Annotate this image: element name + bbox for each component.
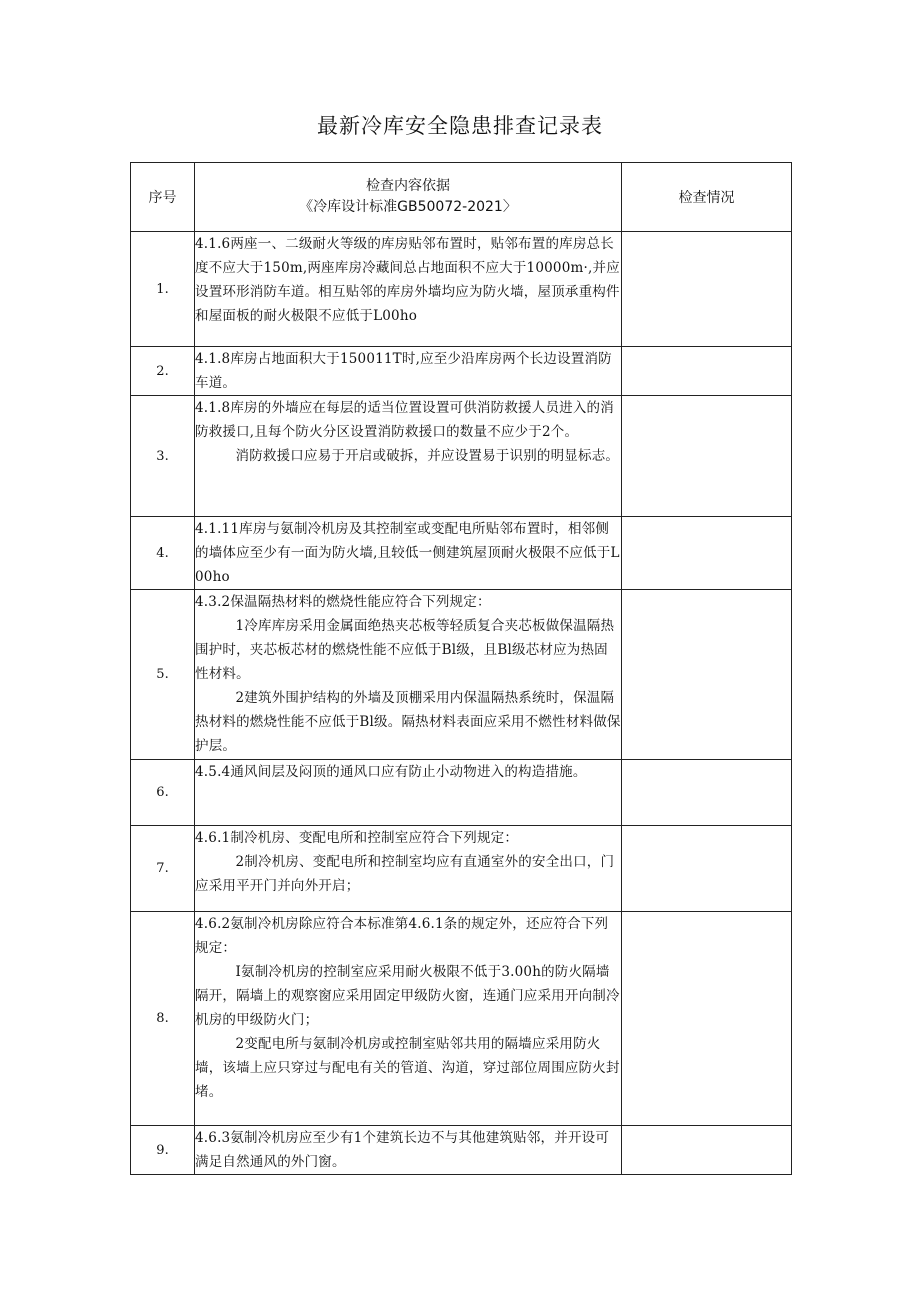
content-paragraph: 4.1.6两座一、二级耐火等级的库房贴邻布置时，贴邻布置的库房总长度不应大于150m,两座库房冷藏间总占地面积不应大于10000m·,并应设置环形消防车道。相互贴邻的库房外墙均应为防火墙，屋顶承重构件和屋面板的耐火极限不应低于L00ho	[195, 236, 620, 324]
content-paragraph: 2制冷机房、变配电所和控制室均应有直通室外的安全出口，门应采用平开门并向外开启；	[195, 854, 615, 894]
table-row	[131, 232, 792, 347]
header-no: 序号	[131, 163, 195, 232]
content-paragraph: 4.1.8库房占地面积大于150011T时,应至少沿库房两个长边设置消防车道。	[195, 351, 612, 391]
content-paragraph: 消防救援口应易于开启或破拆，并应设置易于识别的明显标志。	[235, 448, 620, 464]
header-content-line1: 检查内容依据	[366, 178, 450, 194]
table-row	[131, 347, 792, 396]
page-title: 最新冷库安全隐患排查记录表	[317, 114, 603, 138]
row-number: 5.	[131, 590, 195, 760]
row-number: 9.	[131, 1126, 195, 1175]
row-status[interactable]	[622, 232, 792, 347]
content-paragraph: 1冷库库房采用金属面绝热夹芯板等轻质复合夹芯板做保温隔热围护时，夹芯板芯材的燃烧性能不应低于Bl级，且Bl级芯材应为热固性材料。	[195, 618, 615, 682]
row-status[interactable]	[622, 912, 792, 1126]
row-status[interactable]	[622, 396, 792, 517]
row-status[interactable]	[622, 347, 792, 396]
row-content	[195, 396, 622, 517]
row-content	[195, 760, 622, 826]
row-status[interactable]	[622, 590, 792, 760]
row-number: 7.	[131, 826, 195, 912]
content-paragraph: 4.6.1制冷机房、变配电所和控制室应符合下列规定：	[195, 830, 519, 846]
row-content	[195, 1126, 622, 1175]
row-status[interactable]	[622, 826, 792, 912]
content-paragraph: 4.5.4通风间层及闷顶的通风口应有防止小动物进入的构造措施。	[195, 764, 587, 780]
row-status[interactable]	[622, 760, 792, 826]
row-content	[195, 347, 622, 396]
table-row	[131, 517, 792, 590]
content-paragraph: 4.1.8库房的外墙应在每层的适当位置设置可供消防救援人员进入的消防救援口,且每个防火分区设置消防救援口的数量不应少于2个。	[195, 400, 614, 440]
content-paragraph: 2变配电所与氨制冷机房或控制室贴邻共用的隔墙应采用防火墙，该墙上应只穿过与配电有关的管道、沟道，穿过部位周围应防火封堵。	[195, 1036, 620, 1100]
row-content	[195, 912, 622, 1126]
table-row	[131, 590, 792, 760]
content-paragraph: I氨制冷机房的控制室应采用耐火极限不低于3.00h的防火隔墙隔开，隔墙上的观察窗应采用固定甲级防火窗，连通门应采用开向制冷机房的甲级防火门；	[195, 964, 620, 1028]
row-content	[195, 232, 622, 347]
content-paragraph: 4.1.11库房与氨制冷机房及其控制室或变配电所贴邻布置时，相邻侧的墙体应至少有一面为防火墙,且较低一侧建筑屋顶耐火极限不应低于L00ho	[195, 521, 620, 585]
table-row	[131, 1126, 792, 1175]
row-status[interactable]	[622, 517, 792, 590]
row-content	[195, 826, 622, 912]
row-content	[195, 590, 622, 760]
content-paragraph: 4.3.2保温隔热材料的燃烧性能应符合下列规定：	[195, 594, 491, 610]
table-row	[131, 760, 792, 826]
row-content	[195, 517, 622, 590]
header-status: 检查情况	[622, 163, 792, 232]
header-content	[195, 163, 622, 232]
row-number: 4.	[131, 517, 195, 590]
row-number: 2.	[131, 347, 195, 396]
table-row	[131, 826, 792, 912]
row-number: 3.	[131, 396, 195, 517]
table-row	[131, 912, 792, 1126]
row-status[interactable]	[622, 1126, 792, 1175]
table-row	[131, 396, 792, 517]
content-paragraph: 2建筑外围护结构的外墙及顶棚采用内保温隔热系统时，保温隔热材料的燃烧性能不应低于Bl级。隔热材料表面应采用不燃性材料做保护层。	[195, 690, 621, 754]
content-paragraph: 4.6.2氨制冷机房除应符合本标准第4.6.1条的规定外，还应符合下列规定：	[195, 916, 609, 956]
content-paragraph: 4.6.3氨制冷机房应至少有1个建筑长边不与其他建筑贴邻，并开设可满足自然通风的外门窗。	[195, 1130, 610, 1170]
header-content-line2: 《冷库设计标准GB50072-2021〉	[299, 199, 517, 215]
inspection-table	[130, 162, 792, 1175]
table-header-row	[131, 163, 792, 232]
row-number: 1.	[131, 232, 195, 347]
row-number: 8.	[131, 912, 195, 1126]
row-number: 6.	[131, 760, 195, 826]
